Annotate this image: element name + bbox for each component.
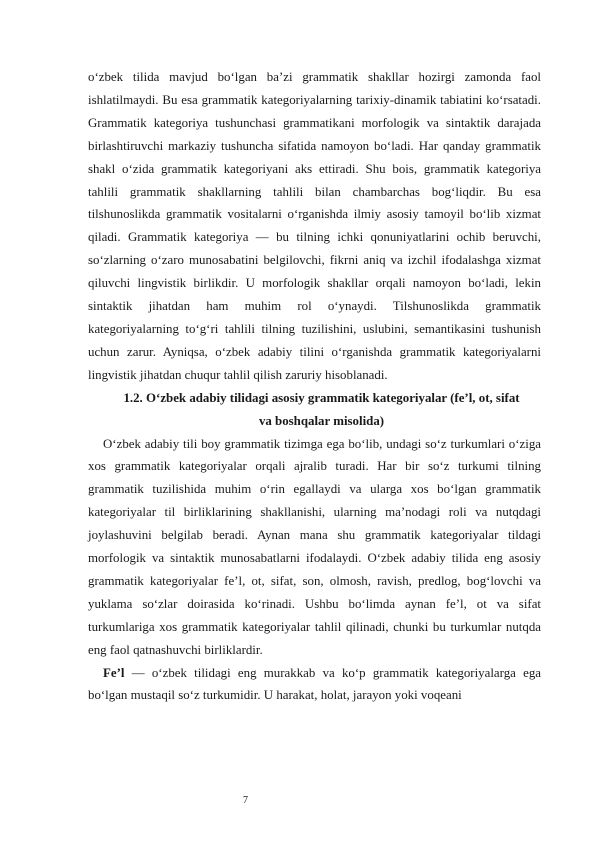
section-heading [88,387,541,433]
paragraph-verb [88,662,541,708]
term-verb: Fe’l [103,665,125,680]
paragraph-verb-text: — o‘zbek tilidagi eng murakkab va ko‘p grammatik kategoriyalarga ega bo‘lgan mustaqil so‘z turkumidir. U harakat, holat, jarayon yoki voqeani [88,665,541,703]
section-heading-line1: 1.2. O‘zbek adabiy tilidagi asosiy grammatik kategoriyalar (fe’l, ot, sifat [123,390,520,405]
page-number: 7 [243,795,248,806]
section-heading-line2: va boshqalar misolida) [258,413,385,428]
paragraph-word-classes: O‘zbek adabiy tili boy grammatik tizimga ega bo‘lib, undagi so‘z turkumlari o‘ziga xos grammatik kategoriyalar orqali ajralib turadi. Har bir so‘z turkumi tilning grammatik tuzilishida muhim o‘rin egallaydi va ularga xos bo‘lgan grammatik kategoriyalar til birliklarining shakllanishi, ularning ma’nodagi roli va nutqdagi joylashuvini belgilab beradi. Aynan mana shu grammatik kategoriyalar tildagi morfologik va sintaktik munosabatlarni ifodalaydi. O‘zbek adabiy tilida eng asosiy grammatik kategoriyalar fe’l, ot, sifat, son, olmosh, ravish, predlog, bog‘lovchi va yuklama so‘zlar doirasida ko‘rinadi. Ushbu bo‘limda aynan fe’l, ot va sifat turkumlariga xos grammatik kategoriyalar tahlil qilinadi, chunki bu turkumlar nutqda eng faol qatnashuvchi birliklardir. [88,436,541,657]
document-page [88,66,541,707]
paragraph-grammatical-category-definition: o‘zbek tilida mavjud bo‘lgan ba’zi grammatik shakllar hozirgi zamonda faol ishlatilmaydi. Bu esa grammatik kategoriyalarning tarixiy-dinamik tabiatini ko‘rsatadi. Grammatik kategoriya tushunchasi grammatikani morfologik va sintaktik darajada birlashtiruvchi markaziy tushuncha sifatida namoyon bo‘ladi. Har qanday grammatik shakl o‘zida grammatik kategoriyani aks ettiradi. Shu bois, grammatik kategoriya tahlili grammatik shakllarning tahlili bilan chambarchas bog‘liqdir. Bu esa tilshunoslikda grammatik vositalarni o‘rganishda ilmiy asosiy tamoyil bo‘lib xizmat qiladi. Grammatik kategoriya — bu tilning ichki qonuniyatlarini ochib beruvchi, so‘zlarning o‘zaro munosabatini belgilovchi, fikrni aniq va izchil ifodalashga xizmat qiluvchi lingvistik birlikdir. U morfologik shakllar orqali namoyon bo‘ladi, lekin sintaktik jihatdan ham muhim rol o‘ynaydi. Tilshunoslikda grammatik kategoriyalarning to‘g‘ri tahlili tilning tuzilishini, uslubini, semantikasini tushunish uchun zarur. Ayniqsa, o‘zbek adabiy tilini o‘rganishda grammatik kategoriyalarni lingvistik jihatdan chuqur tahlil qilish zaruriy hisoblanadi. [88,70,541,382]
